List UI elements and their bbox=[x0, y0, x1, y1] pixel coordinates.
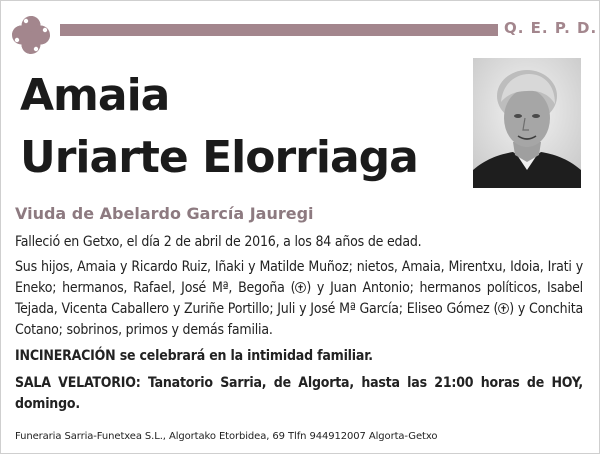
family-paragraph bbox=[15, 257, 583, 341]
wake-notice: SALA VELATORIO: Tanatorio Sarria, de Algorta, hasta las 21:00 horas de HOY, domingo. bbox=[15, 375, 583, 412]
cross-icon bbox=[498, 303, 509, 314]
lauburu-icon bbox=[8, 12, 54, 58]
cross-icon bbox=[295, 282, 306, 293]
family-text-part3: ) y Conchita Cotano; sobrinos, primos y demás familia. bbox=[15, 301, 583, 338]
death-announcement: Falleció en Getxo, el día 2 de abril de 2016, a los 84 años de edad. bbox=[15, 234, 422, 250]
deceased-first-name: Amaia bbox=[20, 70, 170, 121]
header-bar bbox=[60, 24, 498, 36]
qepd-label: Q. E. P. D. bbox=[504, 19, 598, 37]
family-text-part1: Sus hijos, Amaia y Ricardo Ruiz, Iñaki y Matilde Muñoz; nietos, Amaia, Mirentxu, Idoia, Irati y Eneko; hermanos, Rafael, José Mª, Begoña ( bbox=[15, 259, 583, 296]
family-text-part2: ) y Juan Antonio; hermanos políticos, Isabel Tejada, Vicenta Caballero y Zuriñe Portillo; Juli y José Mª García; Eliseo Gómez ( bbox=[15, 280, 583, 317]
widow-line: Viuda de Abelardo García Jauregi bbox=[15, 204, 314, 223]
deceased-surnames: Uriarte Elorriaga bbox=[20, 132, 418, 183]
funeral-home-footer: Funeraria Sarria-Funetxea S.L., Algortako Etorbidea, 69 Tlfn 944912007 Algorta-Getxo bbox=[15, 431, 438, 442]
cremation-notice: INCINERACIÓN se celebrará en la intimidad familiar. bbox=[15, 348, 373, 364]
deceased-photo bbox=[473, 58, 581, 188]
